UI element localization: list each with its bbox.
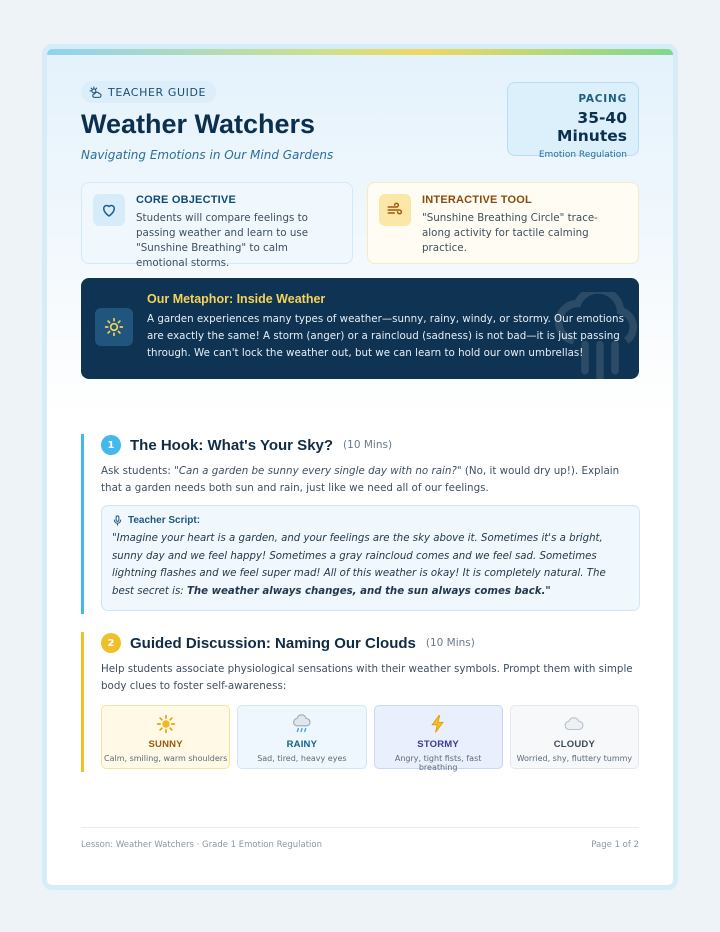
weather-desc: Calm, smiling, warm shoulders: [103, 754, 228, 763]
script-header: [112, 515, 629, 526]
script-text: [112, 530, 629, 600]
page-subtitle: Navigating Emotions in Our Mind Gardens: [81, 148, 334, 162]
rain-cloud-icon: [291, 713, 313, 735]
weather-desc: Worried, shy, fluttery tummy: [516, 754, 633, 763]
heart-icon: [100, 201, 118, 219]
rain-cloud-decoration-icon: [555, 292, 639, 379]
section-discussion-text: Help students associate physiological sensations with their weather symbols. Prompt them with simple body clues to foster self-awareness:: [101, 663, 633, 692]
hook-text-post: (No, it would dry up!). Explain that a garden needs both sun and rain, just like we need all of our feelings.: [101, 465, 620, 494]
core-objective-card: [81, 182, 353, 269]
teacher-guide-badge: [81, 81, 216, 103]
weather-name: RAINY: [286, 739, 318, 750]
metaphor-icon-box: [95, 308, 133, 346]
section-title: Guided Discussion: Naming Our Clouds: [130, 634, 416, 652]
objective-text: Students will compare feelings to passing weather and learn to use "Sunshine Breathing" to calm emotional storms.: [136, 212, 309, 269]
section-number: 2: [101, 633, 121, 653]
hook-quote: "Can a garden be sunny every single day with no rain?": [174, 465, 462, 477]
sun-icon: [104, 317, 124, 337]
footer-divider: [81, 827, 639, 828]
tool-icon-box: [379, 194, 411, 226]
weather-card-sunny: [101, 705, 230, 769]
section-discussion: [81, 632, 639, 772]
script-body: "Imagine your heart is a garden, and your feelings are the sky above it. Sometimes it's a bright, sunny day and we feel happy! Sometimes a gray raincloud comes and we feel sad. Sometimes lightning flashes and we feel super mad! All of this weather is okay! It is completely natural. The best secret is:: [112, 533, 606, 597]
weather-desc: Angry, tight fists, fast breathing: [394, 754, 482, 772]
metaphor-title: Our Metaphor: Inside Weather: [147, 292, 326, 306]
cloud-icon: [563, 713, 585, 735]
interactive-tool-card: [367, 182, 639, 264]
script-label: Teacher Script:: [128, 515, 201, 526]
section-time: (10 Mins): [343, 439, 393, 451]
weather-name: SUNNY: [148, 739, 183, 750]
sun-icon: [156, 714, 176, 734]
microphone-icon: [112, 515, 123, 526]
lesson-page: [42, 44, 678, 890]
section-number: 1: [101, 435, 121, 455]
footer-page-number: Page 1 of 2: [591, 840, 639, 850]
teacher-script-box: [101, 505, 640, 611]
lightning-icon: [428, 714, 448, 734]
weather-desc: Sad, tired, heavy eyes: [257, 754, 347, 763]
objective-icon-box: [93, 194, 125, 226]
section-hook: [81, 434, 639, 614]
pacing-label: PACING: [578, 93, 627, 105]
section-discussion-header: [101, 632, 639, 654]
metaphor-text: A garden experiences many types of weather—sunny, rainy, windy, or stormy. Our emotions are exactly the same! A storm (anger) or a raincloud (sadness) is not bad—it is just passing through. We can't lock the weather out, but we can learn to hold our own umbrellas!: [147, 313, 624, 359]
section-hook-header: [101, 434, 639, 456]
script-bold: The weather always changes, and the sun always comes back.": [186, 585, 551, 597]
metaphor-panel: [81, 278, 639, 379]
weather-cards: [101, 705, 639, 772]
weather-name: CLOUDY: [553, 739, 596, 750]
pacing-value: 35-40 Minutes: [557, 109, 627, 145]
section-time: (10 Mins): [425, 637, 475, 649]
pacing-box: [507, 82, 639, 160]
weather-card-cloudy: [510, 705, 639, 769]
objective-title: CORE OBJECTIVE: [136, 194, 236, 206]
section-hook-text: [101, 463, 639, 497]
wind-icon: [386, 201, 404, 219]
weather-card-rainy: [237, 705, 366, 769]
footer-lesson-info: Lesson: Weather Watchers · Grade 1 Emotion Regulation: [81, 840, 322, 850]
section-title: The Hook: What's Your Sky?: [130, 436, 334, 454]
tool-text: "Sunshine Breathing Circle" trace-along activity for tactile calming practice.: [422, 212, 598, 254]
sun-cloud-icon: [89, 86, 102, 99]
weather-card-stormy: [374, 705, 503, 772]
pacing-sub: Emotion Regulation: [538, 150, 627, 160]
weather-name: STORMY: [417, 739, 459, 750]
page-title: Weather Watchers: [81, 109, 316, 139]
hook-text-pre: Ask students:: [101, 465, 175, 477]
tool-title: INTERACTIVE TOOL: [422, 194, 532, 206]
badge-label: TEACHER GUIDE: [108, 85, 207, 99]
